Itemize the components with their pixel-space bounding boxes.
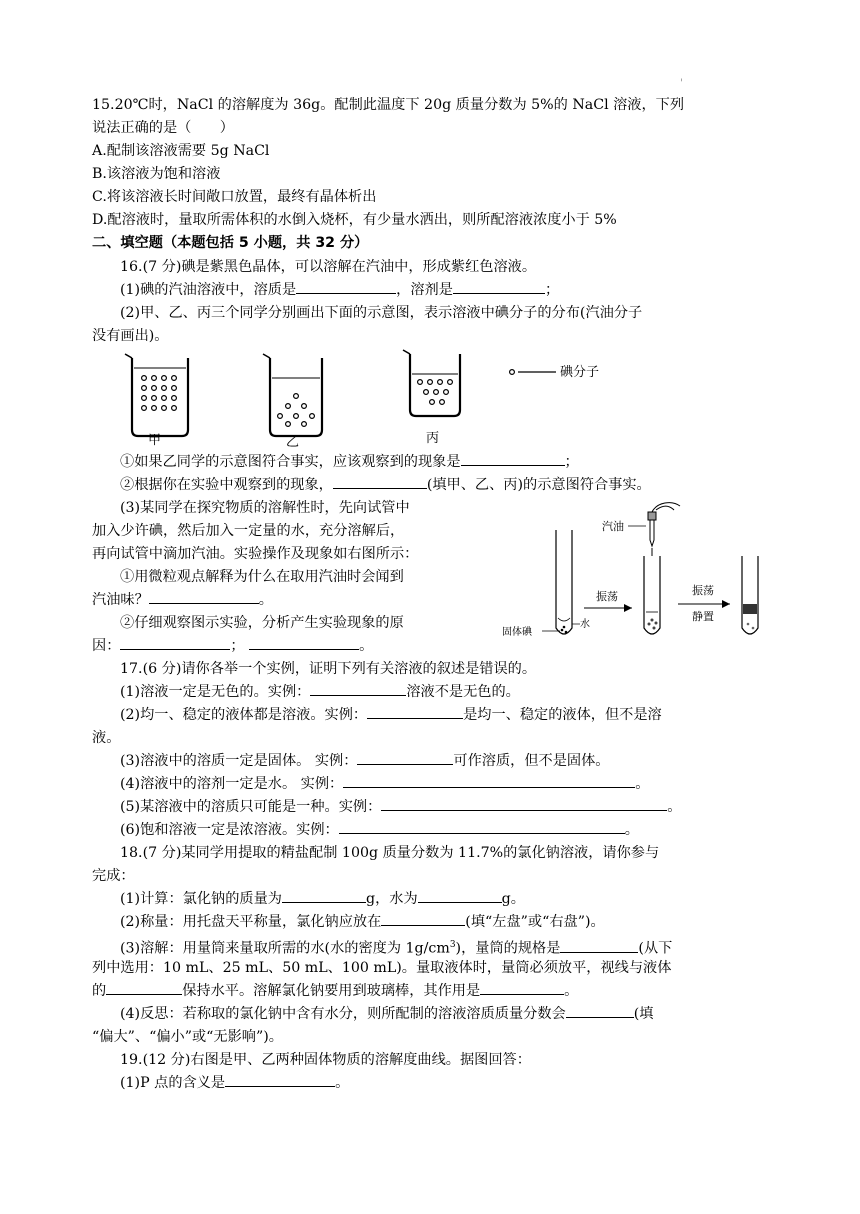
answer-blank[interactable]	[310, 681, 406, 696]
q17-stem: 17.(6 分)请你各举一个实例，证明下列有关溶液的叙述是错误的。	[120, 661, 537, 677]
q17-item2-cont: 液。	[92, 730, 121, 746]
iodine-label: 固体碘	[502, 627, 532, 638]
q17-item6: (6)饱和溶液一定是浓溶液。实例： 。	[120, 819, 639, 841]
answer-blank[interactable]	[560, 938, 638, 953]
beaker-label-jia: 甲	[148, 433, 162, 448]
q19-stem: 19.(12 分)右图是甲、乙两种固体物质的溶解度曲线。据图回答：	[120, 1052, 531, 1068]
q18-step3-line2: 列中选用：10 mL、25 mL、50 mL、100 mL)。量取液体时，量筒必须放平，视线与液体	[92, 960, 672, 976]
q15-option-b: B.该溶液为饱和溶液	[92, 166, 221, 182]
iodine-molecules-jia	[142, 376, 177, 411]
q16-p3-line7: 因： ； 。	[92, 635, 373, 657]
q17-item1: (1)溶液一定是无色的。实例： 溶液不是无色的。	[120, 681, 520, 703]
q18-step3-line3: 的 保持水平。溶解氯化钠要用到玻璃棒，其作用是 。	[92, 980, 578, 1002]
q18-stem-line2: 完成：	[92, 868, 135, 884]
test-tube-figure	[502, 500, 782, 650]
q19-part1: (1)P 点的含义是 。	[120, 1072, 349, 1094]
legend-label: 碘分子	[560, 365, 600, 380]
iodine-molecules-yi	[278, 394, 315, 427]
q16-part2-line1: (2)甲、乙、丙三个同学分别画出下面的示意图，表示溶液中碘分子的分布(汽油分子	[120, 305, 643, 321]
q16-c1: ①如果乙同学的示意图符合事实，应该观察到的现象是 ；	[120, 451, 579, 473]
answer-blank[interactable]	[149, 589, 259, 604]
answer-blank[interactable]	[333, 474, 427, 489]
legend-molecule-icon	[510, 370, 515, 375]
dropper-icon	[648, 503, 680, 546]
q17-item2: (2)均一、稳定的液体都是溶液。实例： 是均一、稳定的液体，但不是溶	[120, 704, 662, 726]
answer-blank[interactable]	[225, 1072, 335, 1087]
answer-blank[interactable]	[381, 796, 667, 811]
beaker-label-bing: 丙	[426, 431, 440, 446]
gasoline-layer	[743, 604, 757, 614]
q17-item4: (4)溶液中的溶剂一定是水。 实例： 。	[120, 773, 649, 795]
q16-p3-line5: 汽油味？ 。	[92, 589, 273, 611]
test-tube-1	[556, 530, 572, 634]
answer-blank[interactable]	[106, 980, 182, 995]
beaker-label-yi: 乙	[286, 435, 300, 449]
answer-blank[interactable]	[381, 911, 465, 926]
gasoline-label: 汽油	[602, 520, 624, 533]
q18-step1: (1)计算：氯化钠的质量为 g，水为 g。	[120, 888, 525, 910]
still-label: 静置	[692, 610, 714, 623]
q16-p3-line1: (3)某同学在探究物质的溶解性时，先向试管中	[120, 500, 410, 516]
answer-blank[interactable]	[367, 704, 463, 719]
q16-p3-line3: 再向试管中滴加汽油。实验操作及现象如右图所示：	[92, 546, 419, 562]
answer-blank[interactable]	[339, 819, 625, 834]
q15-option-c: C.将该溶液长时间敞口放置，最终有晶体析出	[92, 189, 377, 205]
q16-p3-line2: 加入少许碘，然后加入一定量的水，充分溶解后，	[92, 523, 405, 539]
corner-mark: '	[680, 78, 683, 89]
q16-c2: ②根据你在实验中观察到的现象， (填甲、乙、丙)的示意图符合事实。	[120, 474, 651, 496]
beakers-figure	[120, 344, 640, 449]
q16-p3-line4: ①用微粒观点解释为什么在取用汽油时会闻到	[120, 569, 404, 585]
q17-item5: (5)某溶液中的溶质只可能是一种。实例： 。	[120, 796, 682, 818]
shake-label-2: 振荡	[692, 584, 714, 597]
q18-step3: (3)溶解：用量筒来量取所需的水(水的密度为 $1g/cm^3$)，量筒的规格是 (从下	[120, 934, 672, 960]
q17-item3: (3)溶液中的溶质一定是固体。 实例： 可作溶质，但不是固体。	[120, 750, 610, 772]
answer-blank[interactable]	[282, 888, 366, 903]
q15-option-a: A.配制该溶液需要 5g NaCl	[92, 143, 270, 159]
answer-blank[interactable]	[566, 1003, 634, 1018]
beaker-yi	[263, 354, 322, 436]
answer-blank[interactable]	[120, 635, 230, 650]
q15-stem-line2: 说法正确的是（ ）	[92, 120, 234, 136]
answer-blank[interactable]	[357, 750, 453, 765]
q18-step4-line2: “偏大”、“偏小”或“无影响”)。	[92, 1029, 283, 1045]
q18-stem-line1: 18.(7 分)某同学用提取的精盐配制 100g 质量分数为 11.7%的氯化钠溶液，请你参与	[120, 845, 660, 861]
test-tube-2	[644, 556, 660, 634]
answer-blank[interactable]	[296, 279, 396, 294]
test-tube-3	[742, 556, 758, 634]
answer-blank[interactable]	[480, 980, 564, 995]
q15-option-d: D.配溶液时，量取所需体积的水倒入烧杯，有少量水洒出，则所配溶液浓度小于 5%	[92, 212, 617, 228]
beaker-jia	[125, 354, 188, 436]
q15-stem-line1: 15.20℃时，NaCl 的溶解度为 36g。配制此温度下 20g 质量分数为 5%的 NaCl 溶液，下列	[92, 97, 685, 113]
q18-step2: (2)称量：用托盘天平称量，氯化钠应放在 (填“左盘”或“右盘”)。	[120, 911, 605, 933]
q16-part1: (1)碘的汽油溶液中，溶质是 ，溶剂是 ；	[120, 279, 559, 301]
iodine-molecules-bing	[418, 380, 453, 405]
answer-blank[interactable]	[461, 451, 565, 466]
shake-label-1: 振荡	[596, 590, 618, 603]
answer-blank[interactable]	[249, 635, 359, 650]
section-heading: 二、填空题（本题包括 5 小题，共 32 分）	[92, 235, 369, 251]
water-label: 水	[580, 619, 590, 630]
q16-part2-line2: 没有画出)。	[92, 328, 169, 344]
answer-blank[interactable]	[418, 888, 502, 903]
answer-blank[interactable]	[453, 279, 545, 294]
q16-p3-line6: ②仔细观察图示实验，分析产生实验现象的原	[120, 615, 404, 631]
answer-blank[interactable]	[343, 773, 635, 788]
q18-step4: (4)反思：若称取的氯化钠中含有水分，则所配制的溶液溶质质量分数会 (填	[120, 1003, 653, 1025]
q16-stem: 16.(7 分)碘是紫黑色晶体，可以溶解在汽油中，形成紫红色溶液。	[120, 259, 537, 275]
